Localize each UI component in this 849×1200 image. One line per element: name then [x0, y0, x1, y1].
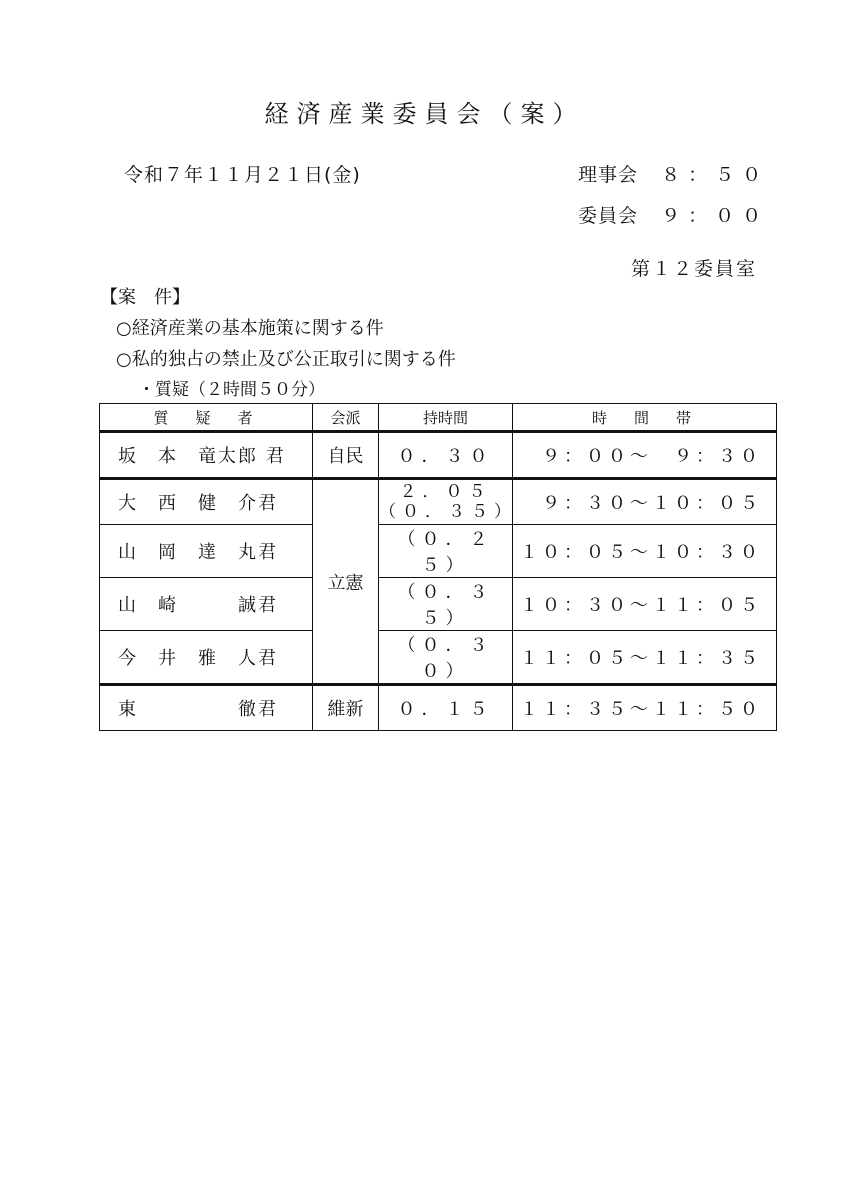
table-row — [100, 631, 777, 685]
questioner-name: 山 岡 達 丸君 — [100, 525, 313, 578]
schedule-committee — [578, 201, 769, 228]
time-slot-cell: １１：０５～１１：３５ — [513, 631, 777, 685]
table-row — [100, 525, 777, 578]
duration-cell: （０．３０） — [379, 631, 513, 685]
time-slot-cell: ９：００～ ９：３０ — [513, 432, 777, 479]
time-slot-cell: １１：３５～１１：５０ — [513, 685, 777, 731]
schedule-label: 委員会 — [578, 205, 639, 227]
schedule-board — [578, 160, 769, 187]
questioner-table — [99, 403, 777, 731]
agenda-heading: 【案 件】 — [100, 287, 190, 308]
duration-cell: ０．１５ — [379, 685, 513, 731]
meeting-room: 第１２委員室 — [630, 258, 757, 280]
schedule-label: 理事会 — [578, 164, 639, 186]
table-row — [100, 578, 777, 631]
party-cell: 自民 — [313, 432, 379, 479]
column-header-questioner: 質 疑 者 — [100, 404, 313, 432]
meeting-date: 令和７年１１月２１日(金) — [124, 164, 361, 186]
questioner-name: 東 徹君 — [100, 685, 313, 731]
page-title: 経済産業委員会（案） — [264, 100, 585, 128]
duration-cell: （０．３５） — [379, 578, 513, 631]
time-slot-cell: １０：０５～１０：３０ — [513, 525, 777, 578]
table-row — [100, 685, 777, 731]
duration-sub: （０．３５） — [379, 502, 517, 522]
agenda-subitem: ・質疑（２時間５０分） — [138, 380, 325, 400]
column-header-time-slot: 時 間 帯 — [513, 404, 777, 432]
time-slot-cell: １０：３０～１１：０５ — [513, 578, 777, 631]
schedule-time: ８：５０ — [661, 164, 770, 186]
agenda-item: ○私的独占の禁止及び公正取引に関する件 — [116, 349, 456, 370]
time-slot-cell: ９：３０～１０：０５ — [513, 479, 777, 525]
questioner-name: 大 西 健 介君 — [100, 479, 313, 525]
table-header-row — [100, 404, 777, 432]
column-header-duration: 持時間 — [379, 404, 513, 432]
column-header-party: 会派 — [313, 404, 379, 432]
schedule-time: ９：００ — [661, 205, 770, 227]
party-cell: 立憲 — [313, 479, 379, 685]
duration-cell: （０．２５） — [379, 525, 513, 578]
party-cell: 維新 — [313, 685, 379, 731]
questioner-name: 今 井 雅 人君 — [100, 631, 313, 685]
questioner-name: 坂 本 竜太郎 君 — [100, 432, 313, 479]
agenda-item: ○経済産業の基本施策に関する件 — [116, 318, 384, 339]
table-row — [100, 479, 777, 525]
duration-main: ２．０５ — [399, 482, 492, 502]
duration-cell — [379, 479, 517, 525]
table-row — [100, 432, 777, 479]
questioner-name: 山 崎 誠君 — [100, 578, 313, 631]
duration-cell: ０．３０ — [379, 432, 513, 479]
